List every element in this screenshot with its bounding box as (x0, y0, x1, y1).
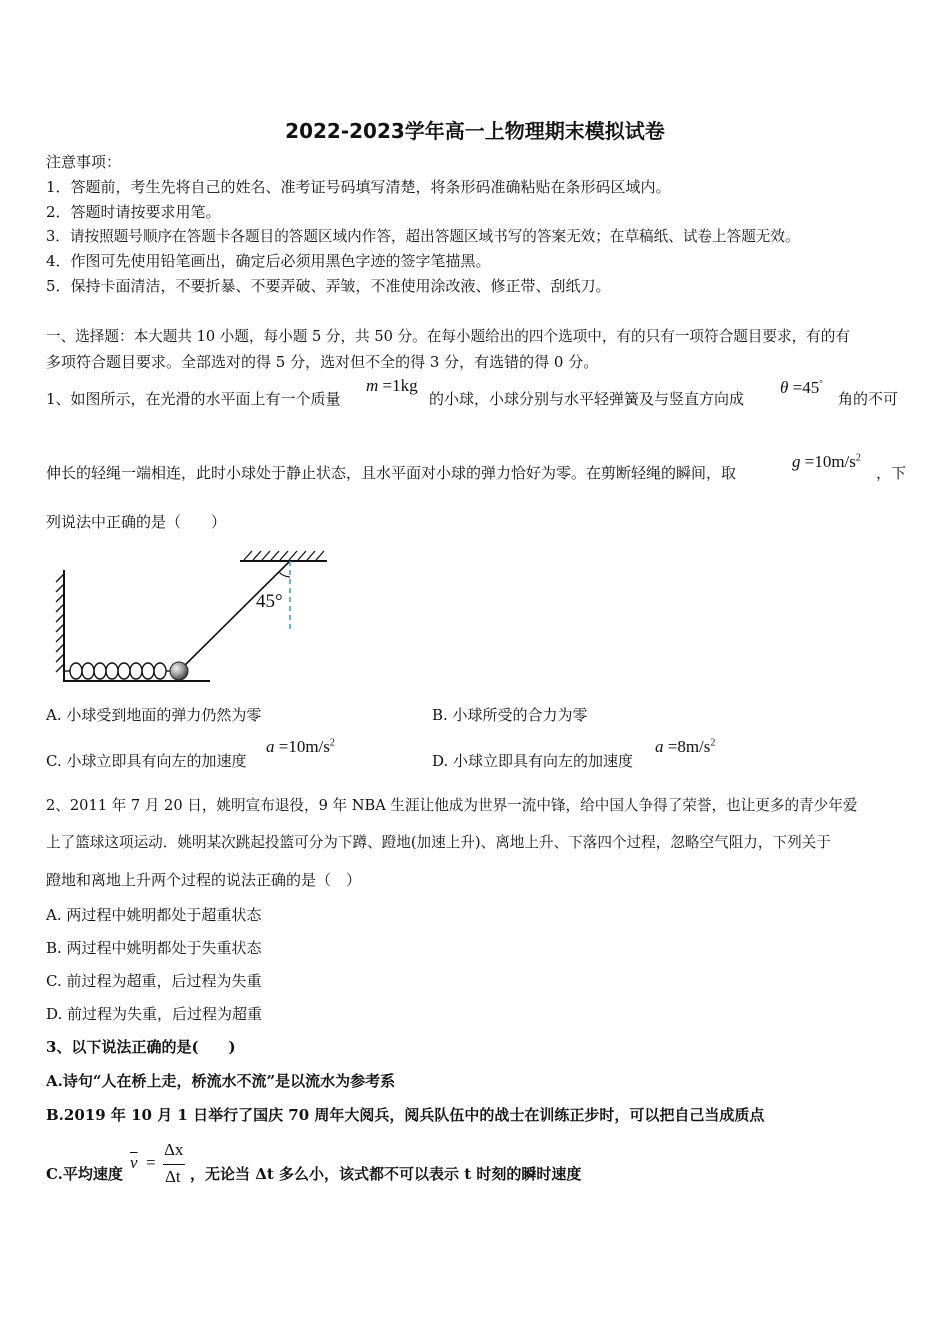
q1-text-1c: 角的不可 (838, 390, 899, 408)
fraction-numerator: Δx (164, 1140, 184, 1159)
q1-text-1a: 1、如图所示，在光滑的水平面上有一个质量 (46, 390, 341, 408)
rope (179, 561, 290, 671)
q1-text-3: 列说法中正确的是（ ） (46, 513, 227, 531)
ceiling-hatching (244, 551, 324, 560)
q1-g-formula: $g =10m/s^2$ (792, 452, 861, 471)
q2-option-d: D. 前过程为失重，后过程为超重 (46, 1005, 263, 1023)
section-1-line-1: 一、选择题：本大题共 10 小题，每小题 5 分，共 50 分。在每小题给出的四个选项中，有的只有一项符合题目要求，有的有 (46, 328, 850, 345)
q3-option-c-suffix: ，无论当 Δt 多么小，该式都不可以表示 t 时刻的瞬时速度 (190, 1165, 582, 1183)
q1-option-b: B. 小球所受的合力为零 (432, 706, 588, 724)
q1-option-d-formula: $a =8m/s^2$ (655, 737, 716, 756)
q1-text-2a: 伸长的轻绳一端相连，此时小球处于静止状态，且水平面对小球的弹力恰好为零。在剪断轻绳的瞬间，取 (46, 464, 737, 482)
q2-option-b: B. 两过程中姚明都处于失重状态 (46, 939, 262, 957)
spring (64, 663, 171, 679)
q2-line-3: 蹬地和离地上升两个过程的说法正确的是（ ） (46, 871, 362, 889)
q1-text-2b: ，下 (876, 464, 907, 482)
q2-line-1: 2、2011 年 7 月 20 日，姚明宣布退役，9 年 NBA 生涯让他成为世界一流中锋，给中国人争得了荣誉，也让更多的青少年爱 (46, 797, 858, 814)
angle-label: 45° (256, 591, 283, 612)
q1-option-d: D. 小球立即具有向左的加速度 (432, 752, 634, 770)
q1-option-c-value: =10m/s (278, 737, 330, 756)
left-wall-hatching (56, 574, 64, 672)
equals-sign: = (146, 1153, 156, 1172)
page-title: 2022-2023学年高一上物理期末模拟试卷 (285, 119, 665, 143)
q1-option-c-formula: $a =10m/s^2$ (266, 737, 335, 756)
ball (170, 662, 188, 680)
q1-g-value: =10m/s (804, 452, 856, 471)
q2-option-a: A. 两过程中姚明都处于超重状态 (46, 906, 262, 924)
q1-option-c: C. 小球立即具有向左的加速度 (46, 752, 247, 770)
fraction-bar (163, 1164, 185, 1165)
q1-mass-value: =1kg (382, 376, 418, 395)
section-1-line-2: 多项符合题目要求。全部选对的得 5 分，选对但不全的得 3 分，有选错的得 0 分。 (46, 353, 599, 371)
q3-option-b: B.2019 年 10 月 1 日举行了国庆 70 周年大阅兵，阅兵队伍中的战士在训练正步时，可以把自己当成质点 (46, 1106, 765, 1124)
q3-option-c-prefix: C.平均速度 (46, 1165, 123, 1183)
q2-line-2: 上了篮球这项运动．姚明某次跳起投篮可分为下蹲、蹬地(加速上升)、离地上升、下落四个过程，忽略空气阻力，下列关于 (46, 834, 831, 851)
q1-theta-formula: θ =45° (780, 378, 823, 397)
q1-spring-rope-figure (40, 540, 340, 690)
q1-option-d-value: =8m/s (667, 737, 711, 756)
q1-theta-value: =45 (792, 378, 820, 397)
fraction-denominator: Δt (165, 1167, 181, 1186)
q2-option-c: C. 前过程为超重，后过程为失重 (46, 972, 262, 990)
notice-item-4: 4．作图可先使用铅笔画出，确定后必须用黑色字迹的签字笔描黑。 (46, 252, 491, 270)
notice-item-2: 2．答题时请按要求用笔。 (46, 203, 221, 221)
q3-stem: 3、以下说法正确的是( ) (46, 1038, 236, 1056)
q1-option-a: A. 小球受到地面的弹力仍然为零 (46, 706, 262, 724)
notice-heading: 注意事项： (46, 153, 122, 171)
q3-option-a: A.诗句“人在桥上走，桥流水不流”是以流水为参考系 (46, 1072, 396, 1090)
notice-item-3: 3．请按照题号顺序在答题卡各题目的答题区域内作答，超出答题区域书写的答案无效；在草稿纸、试卷上答题无效。 (46, 228, 800, 245)
v-bar-symbol: $\overline{v}$ (130, 1153, 138, 1172)
notice-item-5: 5．保持卡面清洁，不要折暴、不要弄破、弄皱，不准使用涂改液、修正带、刮纸刀。 (46, 277, 611, 295)
q1-mass-formula: m =1kg (366, 376, 418, 395)
notice-item-1: 1．答题前，考生先将自己的姓名、准考证号码填写清楚，将条形码准确粘贴在条形码区域内。 (46, 178, 671, 196)
angle-arc (279, 572, 290, 577)
q1-text-1b: 的小球，小球分别与水平轻弹簧及与竖直方向成 (429, 390, 745, 408)
q3-average-velocity-formula (130, 1140, 188, 1190)
